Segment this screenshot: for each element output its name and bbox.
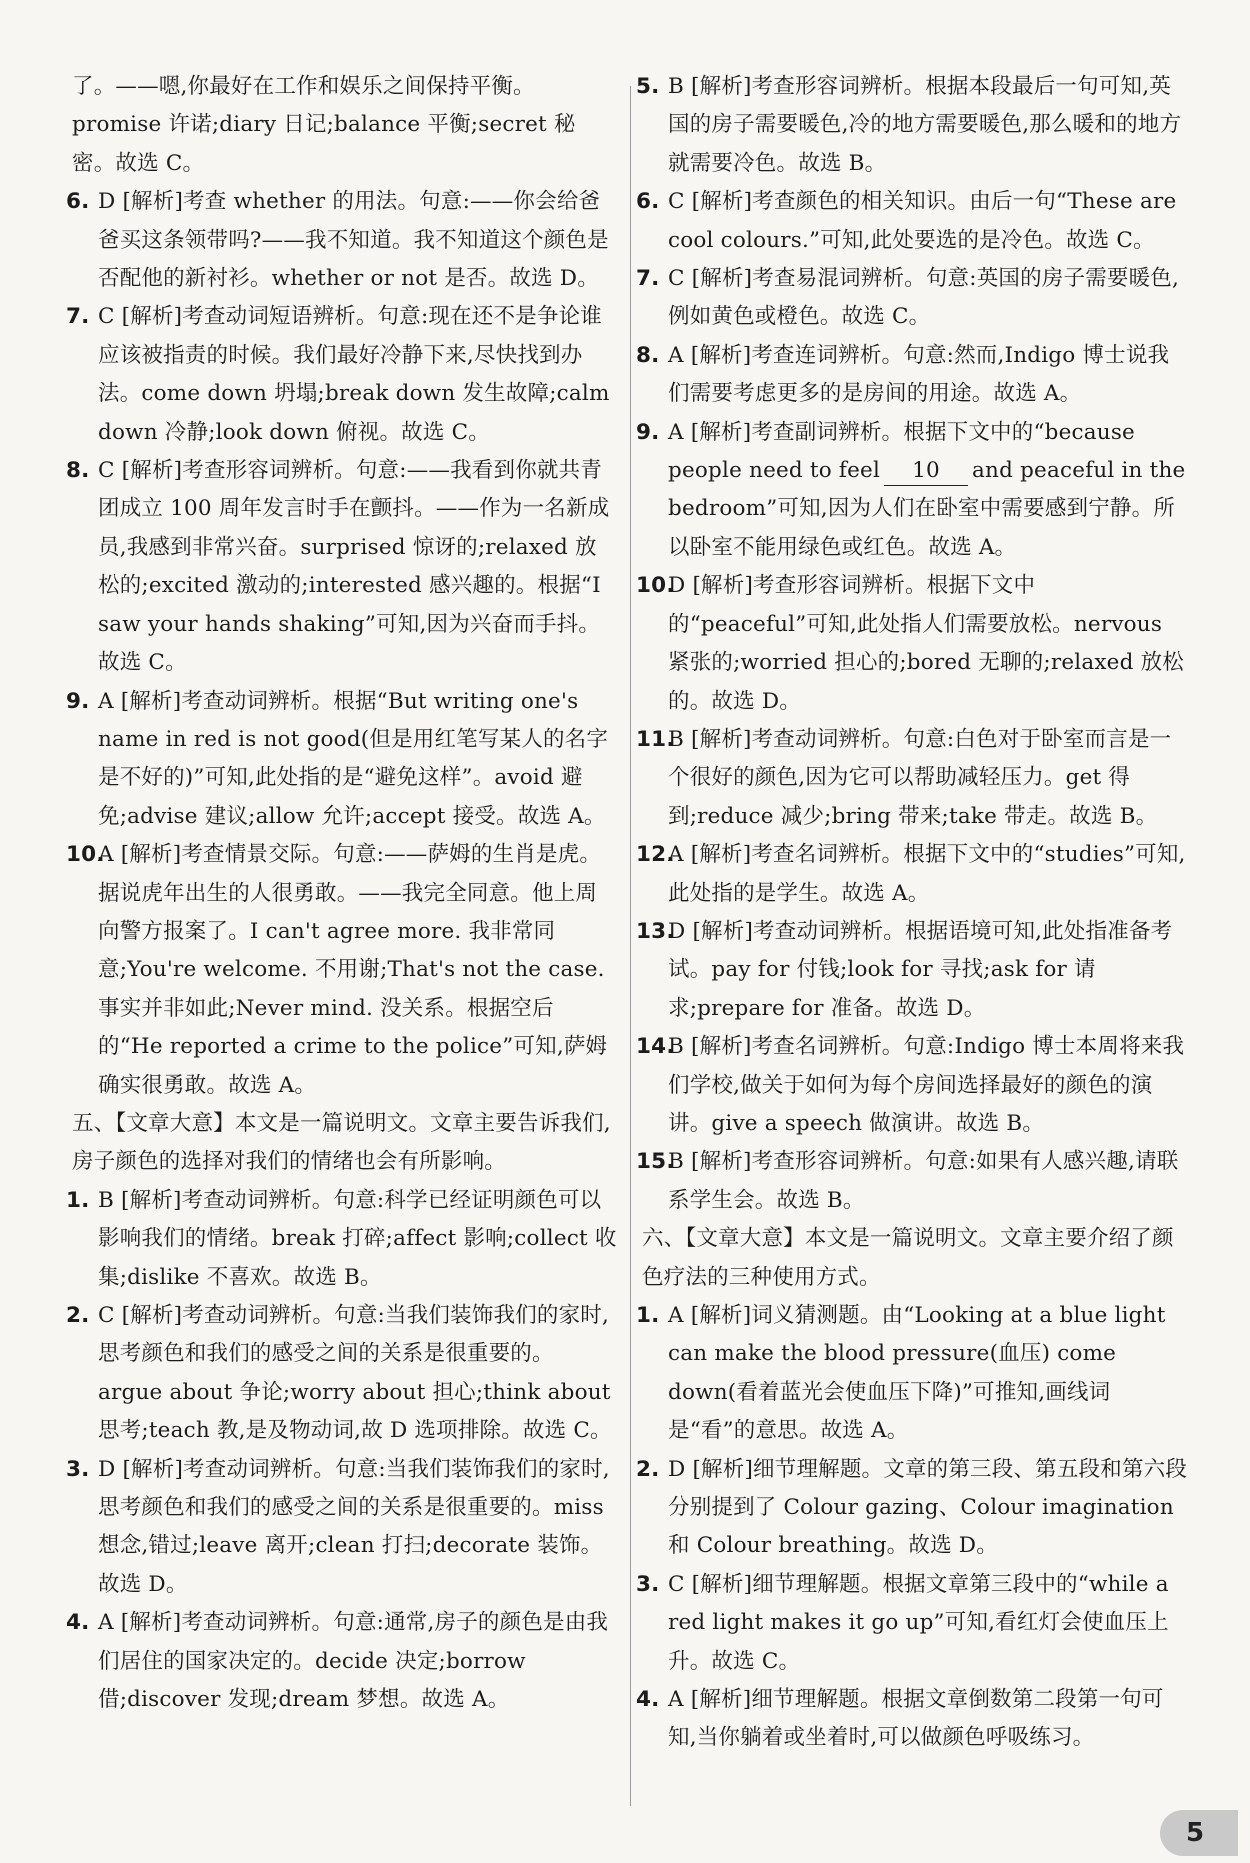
answer-item: 5. B [解析]考查形容词辨析。根据本段最后一句可知,英国的房子需要暖色,冷的地方需要暖色,那么暖和的地方就需要冷色。故选 B。 (636, 74, 1182, 176)
answer-item: 8. A [解析]考查连词辨析。句意:然而,Indigo 博士说我们需要考虑更多的是房间的用途。故选 A。 (636, 342, 1170, 407)
answer-item: 9. A [解析]考查副词辨析。根据下文中的“because people need to feel 10 and peaceful in the bedroom”可知,因为人们在卧室中需要感到宁静。所以卧室不能用绿色或红色。故选 A。 (636, 419, 1186, 560)
answer-item: 6. C [解析]考查颜色的相关知识。由后一句“These are cool colours.”可知,此处要选的是冷色。故选 C。 (636, 189, 1177, 253)
fill-blank: 10 (884, 457, 968, 486)
answer-item: 2. C [解析]考查动词辨析。句意:当我们装饰我们的家时,思考颜色和我们的感受之间的关系是很重要的。argue about 争论;worry about 担心;think about 思考;teach 教,是及物动词,故 D 选项排除。故选 C。 (66, 1303, 612, 1444)
left-column (66, 68, 618, 1719)
answer-item: 4. A [解析]细节理解题。根据文章倒数第二段第一句可知,当你躺着或坐着时,可以做颜色呼吸练习。 (636, 1687, 1164, 1751)
answer-item: 8. C [解析]考查形容词辨析。句意:——我看到你就共青团成立 100 周年发言时手在颤抖。——作为一名新成员,我感到非常兴奋。surprised 惊讶的;relaxed 放松的;excited 激动的;interested 感兴趣的。根据“I saw your hands shaking”可知,因为兴奋而手抖。故选 C。 (66, 458, 610, 676)
answer-item: 2. D [解析]细节理解题。文章的第三段、第五段和第六段分别提到了 Colour gazing、Colour imagination 和 Colour breathing。故选 D。 (636, 1456, 1188, 1559)
right-column (636, 68, 1188, 1758)
answer-item: 14. B [解析]考查名词辨析。句意:Indigo 博士本周将来我们学校,做关于如何为每个房间选择最好的颜色的演讲。give a speech 做演讲。故选 B。 (636, 1034, 1185, 1136)
answer-item: 4. A [解析]考查动词辨析。句意:通常,房子的颜色是由我们居住的国家决定的。decide 决定;borrow 借;discover 发现;dream 梦想。故选 A。 (66, 1610, 609, 1713)
answer-item: 1. A [解析]词义猜测题。由“Looking at a blue light can make the blood pressure(血压) come down(看着蓝光会使血压下降)”可推知,画线词是“看”的意思。故选 A。 (636, 1303, 1166, 1444)
answer-item: 13. D [解析]考查动词辨析。根据语境可知,此处指准备考试。pay for 付钱;look for 寻找;ask for 请求;prepare for 准备。故选 D。 (636, 918, 1173, 1021)
section-summary: 五、【文章大意】本文是一篇说明文。文章主要告诉我们,房子颜色的选择对我们的情绪也会有所影响。 (72, 1110, 611, 1175)
answer-item: 11. B [解析]考查动词辨析。句意:白色对于卧室而言是一个很好的颜色,因为它可以帮助减轻压力。get 得到;reduce 减少;bring 带来;take 带走。故选 B。 (636, 726, 1172, 829)
answer-item: 3. D [解析]考查动词辨析。句意:当我们装饰我们的家时,思考颜色和我们的感受之间的关系是很重要的。miss 想念,错过;leave 离开;clean 打扫;decorate 装饰。故选 D。 (66, 1456, 610, 1597)
answer-item: 7. C [解析]考查易混词辨析。句意:英国的房子需要暖色,例如黄色或橙色。故选 C。 (636, 266, 1180, 330)
answer-item: 7. C [解析]考查动词短语辨析。句意:现在还不是争论谁应该被指责的时候。我们最好冷静下来,尽快找到办法。come down 坍塌;break down 发生故障;calm down 冷静;look down 俯视。故选 C。 (66, 304, 610, 445)
answer-item: 12. A [解析]考查名词辨析。根据下文中的“studies”可知,此处指的是学生。故选 A。 (636, 842, 1186, 906)
answer-item: 10. A [解析]考查情景交际。句意:——萨姆的生肖是虎。据说虎年出生的人很勇敢。——我完全同意。他上周向警方报案了。I can't agree more. 我非常同意;You're welcome. 不用谢;That's not the case. 事实并非如此;Never mind. 没关系。根据空后的“He reported a crime to the police”可知,萨姆确实很勇敢。故选 A。 (66, 842, 608, 1098)
answer-item: 6. D [解析]考查 whether 的用法。句意:——你会给爸爸买这条领带吗?——我不知道。我不知道这个颜色是否配他的新衬衫。whether or not 是否。故选 D。 (66, 189, 609, 292)
answer-item: 9. A [解析]考查动词辨析。根据“But writing one's name in red is not good(但是用红笔写某人的名字是不好的)”可知,此处指的是“避免这样”。avoid 避免;advise 建议;allow 允许;accept 接受。故选 A。 (66, 688, 609, 829)
answer-item: 1. B [解析]考查动词辨析。句意:科学已经证明颜色可以影响我们的情绪。break 打碎;affect 影响;collect 收集;dislike 不喜欢。故选 B。 (66, 1187, 617, 1290)
answer-item: 了。——嗯,你最好在工作和娱乐之间保持平衡。promise 许诺;diary 日记;balance 平衡;secret 秘密。故选 C。 (72, 74, 576, 176)
answer-item: 15. B [解析]考查形容词辨析。句意:如果有人感兴趣,请联系学生会。故选 B。 (636, 1149, 1179, 1213)
section-summary: 六、【文章大意】本文是一篇说明文。文章主要介绍了颜色疗法的三种使用方式。 (642, 1226, 1174, 1290)
page-number: 5 (1160, 1810, 1238, 1856)
answer-item: 3. C [解析]细节理解题。根据文章第三段中的“while a red light makes it go up”可知,看红灯会使血压上升。故选 C。 (636, 1571, 1169, 1674)
answer-item: 10. D [解析]考查形容词辨析。根据下文中的“peaceful”可知,此处指人们需要放松。nervous 紧张的;worried 担心的;bored 无聊的;relaxed 放松的。故选 D。 (636, 573, 1184, 714)
column-divider (630, 86, 631, 1806)
